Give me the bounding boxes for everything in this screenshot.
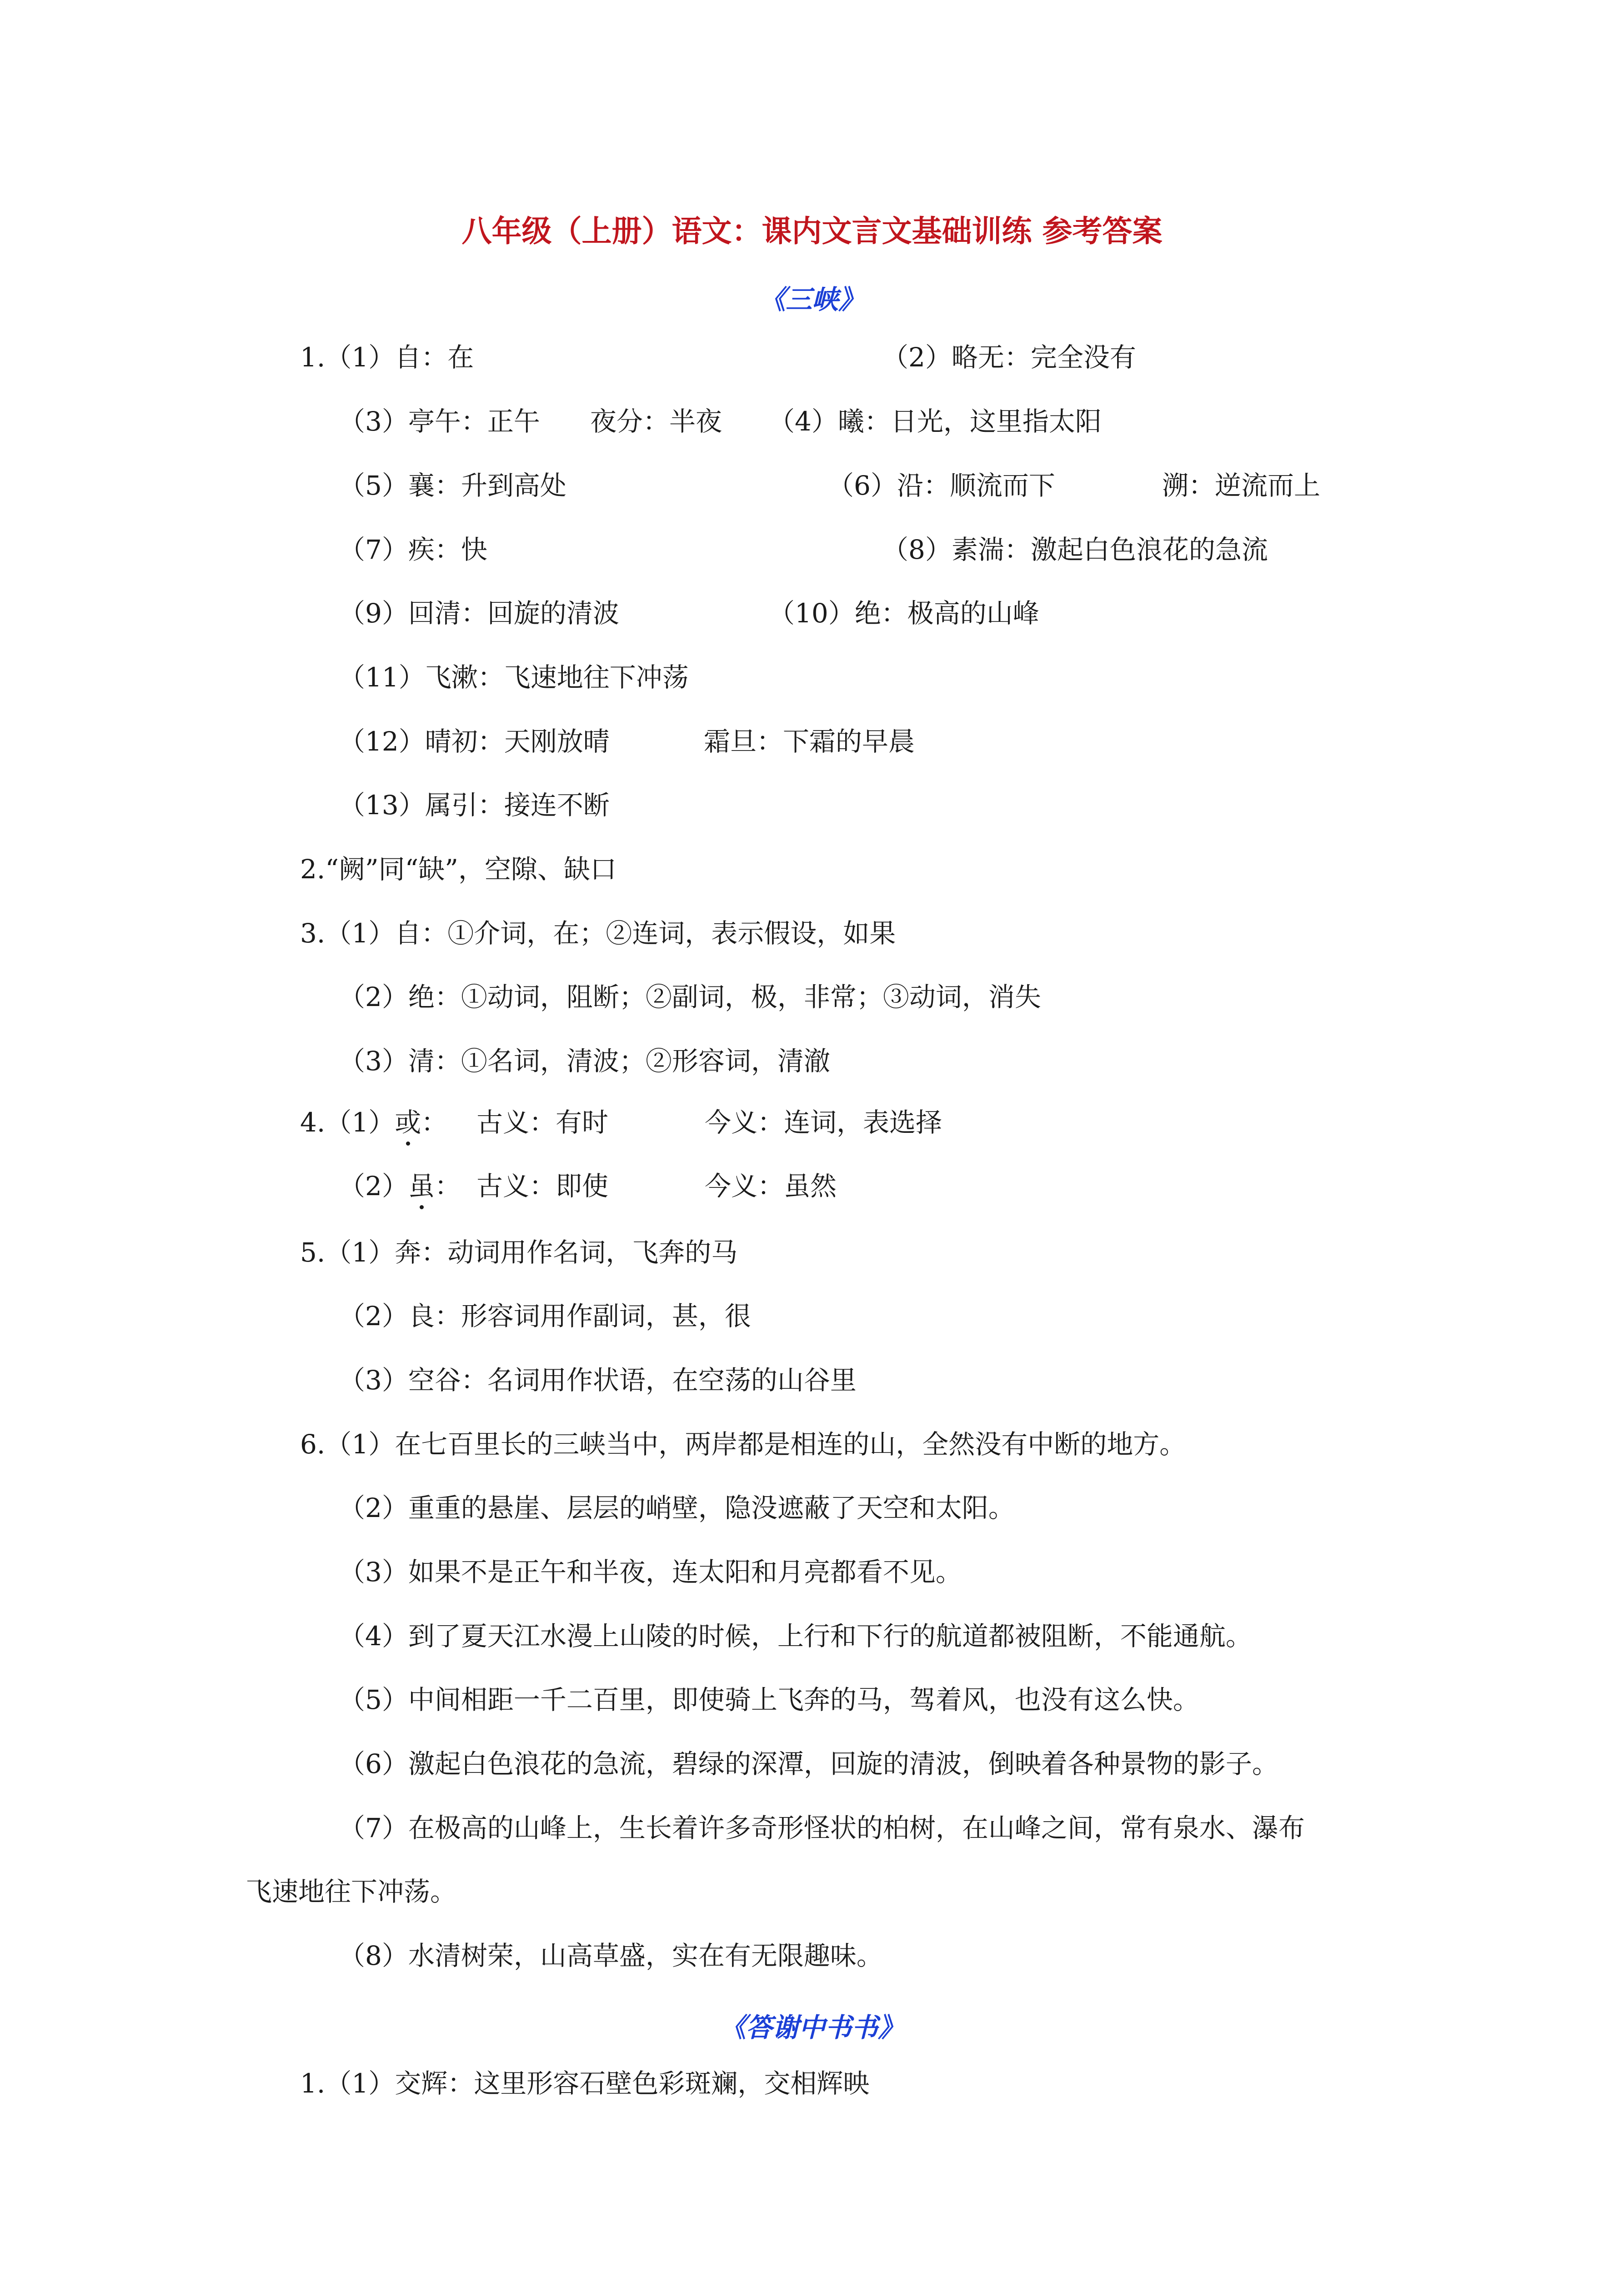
answer-line: 霜旦：下霜的早晨 (704, 726, 915, 757)
section-title-daxie: 《答谢中书书》 (719, 2012, 904, 2043)
emphasized-word: 虽 (408, 1171, 435, 1202)
answer-colon: ： (421, 1107, 448, 1138)
answer-line (300, 1109, 447, 1136)
answer-line: （3）空谷：名词用作状语，在空荡的山谷里 (339, 1365, 857, 1396)
answer-line: （8）水清树荣，山高草盛，实在有无限趣味。 (339, 1940, 883, 1971)
answer-line: （9）回清：回旋的清波 (339, 598, 619, 629)
answer-line: （2）绝：①动词，阻断；②副词，极，非常；③动词，消失 (339, 981, 1041, 1012)
answer-line: 6.（1）在七百里长的三峡当中，两岸都是相连的山，全然没有中断的地方。 (300, 1429, 1186, 1460)
answer-line: （5）襄：升到高处 (339, 470, 566, 501)
answer-line: （2）略无：完全没有 (882, 342, 1136, 373)
answer-prefix: 4.（1） (300, 1107, 395, 1138)
answer-line: 飞速地往下冲荡。 (246, 1876, 457, 1907)
answer-line: （8）素湍：激起白色浪花的急流 (882, 534, 1268, 565)
answer-line: （10）绝：极高的山峰 (768, 598, 1039, 629)
answer-line: 2.“阙”同“缺”，空隙、缺口 (300, 854, 617, 885)
answer-line: （2）良：形容词用作副词，甚，很 (339, 1301, 751, 1332)
section-title-sanxia: 《三峡》 (759, 284, 865, 315)
answer-line (339, 1171, 461, 1202)
answer-line: （3）清：①名词，清波；②形容词，清澈 (339, 1046, 830, 1076)
answer-line: （4）到了夏天江水漫上山陵的时候，上行和下行的航道都被阻断，不能通航。 (339, 1621, 1252, 1652)
answer-line: （7）在极高的山峰上，生长着许多奇形怪状的柏树，在山峰之间，常有泉水、瀑布 (339, 1812, 1305, 1843)
page-title: 八年级（上册）语文：课内文言文基础训练 参考答案 (461, 214, 1163, 249)
answer-line: 古义：即使 (476, 1171, 609, 1202)
answer-colon: ： (434, 1171, 461, 1202)
answer-line: （5）中间相距一千二百里，即使骑上飞奔的马，驾着风，也没有这么快。 (339, 1684, 1199, 1715)
answer-line: （3）亭午：正午 (339, 406, 540, 437)
answer-line: 1.（1）交辉：这里形容石壁色彩斑斓，交相辉映 (300, 2068, 870, 2099)
answer-line: （7）疾：快 (339, 534, 487, 565)
answer-line: 夜分：半夜 (590, 406, 722, 437)
answer-line: 3.（1）自：①介词，在；②连词，表示假设，如果 (300, 918, 896, 949)
answer-line: 溯：逆流而上 (1162, 470, 1321, 501)
emphasized-word: 或 (395, 1107, 421, 1138)
answer-line: （3）如果不是正午和半夜，连太阳和月亮都看不见。 (339, 1557, 962, 1587)
answer-prefix: （2） (339, 1171, 408, 1202)
answer-line: 今义：连词，表选择 (705, 1107, 942, 1138)
answer-line: （13）属引：接连不断 (339, 790, 610, 821)
answer-line: （12）晴初：天刚放晴 (339, 726, 610, 757)
answer-line: （6）沿：顺流而下 (827, 470, 1055, 501)
answer-line: （2）重重的悬崖、层层的峭壁，隐没遮蔽了天空和太阳。 (339, 1492, 1015, 1523)
answer-line: （4）曦：日光，这里指太阳 (768, 406, 1102, 437)
answer-line: （6）激起白色浪花的急流，碧绿的深潭，回旋的清波，倒映着各种景物的影子。 (339, 1748, 1278, 1779)
answer-line: 古义：有时 (476, 1107, 609, 1138)
answer-line: 1.（1）自：在 (300, 342, 474, 373)
answer-line: 今义：虽然 (705, 1171, 837, 1202)
answer-line: 5.（1）奔：动词用作名词，飞奔的马 (300, 1237, 738, 1268)
answer-line: （11）飞漱：飞速地往下冲荡 (339, 662, 689, 693)
